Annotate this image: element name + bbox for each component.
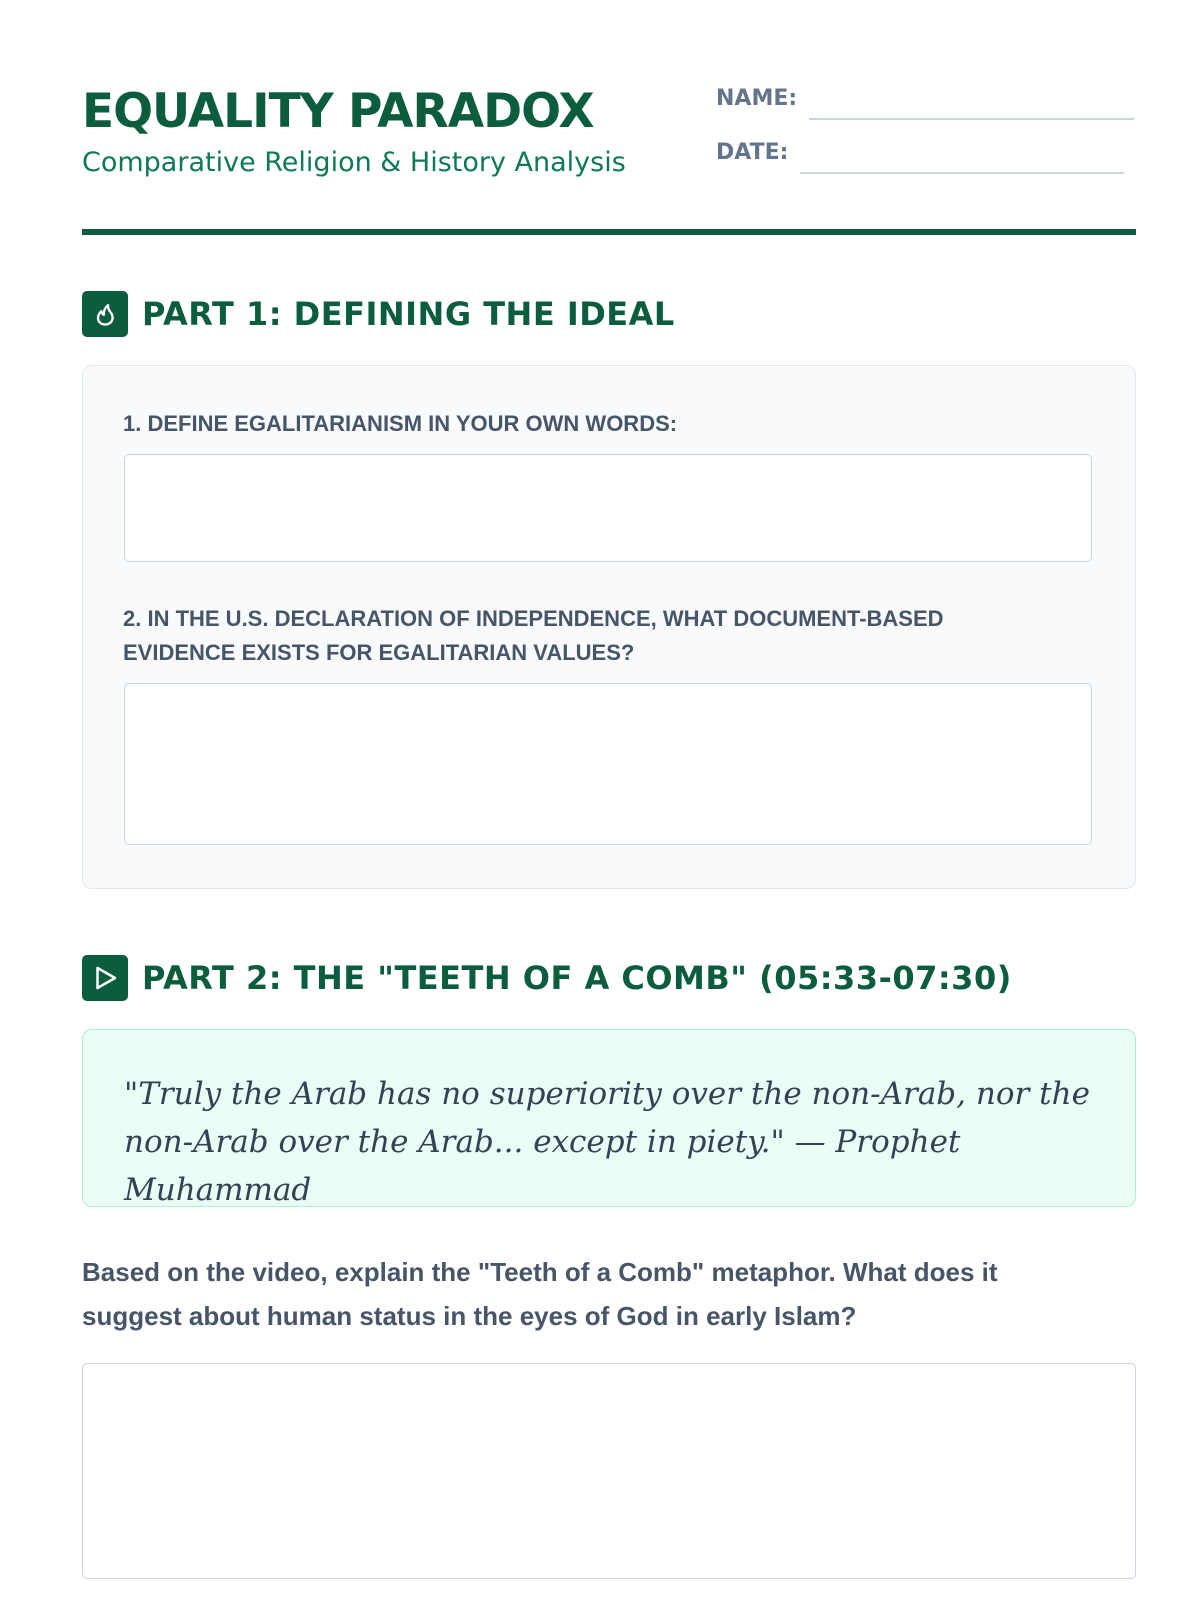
- quote-line-1: "Truly the Arab has no superiority over the non-Arab, nor the: [124, 1076, 1090, 1112]
- part2-heading: PART 2: THE "TEETH OF A COMB" (05:33-07:30): [142, 959, 1012, 997]
- question-2-label-line1: 2. IN THE U.S. DECLARATION OF INDEPENDENCE, WHAT DOCUMENT-BASED: [123, 606, 944, 631]
- question-2-label-line2: EVIDENCE EXISTS FOR EGALITARIAN VALUES?: [123, 640, 635, 665]
- quote-line-2: non-Arab over the Arab... except in piety." — Prophet Muhammad: [124, 1124, 961, 1208]
- question-2-answer-box[interactable]: [124, 683, 1092, 845]
- date-field-line[interactable]: [800, 172, 1124, 174]
- quote-text: [124, 1070, 1104, 1214]
- flame-icon: [82, 291, 128, 337]
- part2-prompt: [82, 1250, 1142, 1338]
- prompt-line-1: Based on the video, explain the "Teeth of a Comb" metaphor. What does it: [82, 1257, 998, 1287]
- question-1-answer-box[interactable]: [124, 454, 1092, 562]
- name-label: NAME:: [716, 86, 798, 111]
- question-1-label: 1. DEFINE EGALITARIANISM IN YOUR OWN WORDS:: [123, 411, 678, 436]
- worksheet-subtitle: Comparative Religion & History Analysis: [82, 147, 626, 178]
- part1-heading: PART 1: DEFINING THE IDEAL: [142, 295, 675, 333]
- date-label: DATE:: [716, 140, 789, 165]
- prompt-line-2: suggest about human status in the eyes of God in early Islam?: [82, 1301, 857, 1331]
- play-icon: [82, 955, 128, 1001]
- name-field-line[interactable]: [809, 118, 1134, 120]
- part2-answer-box[interactable]: [82, 1363, 1136, 1579]
- header-divider: [82, 229, 1136, 235]
- worksheet-title: EQUALITY PARADOX: [82, 84, 594, 139]
